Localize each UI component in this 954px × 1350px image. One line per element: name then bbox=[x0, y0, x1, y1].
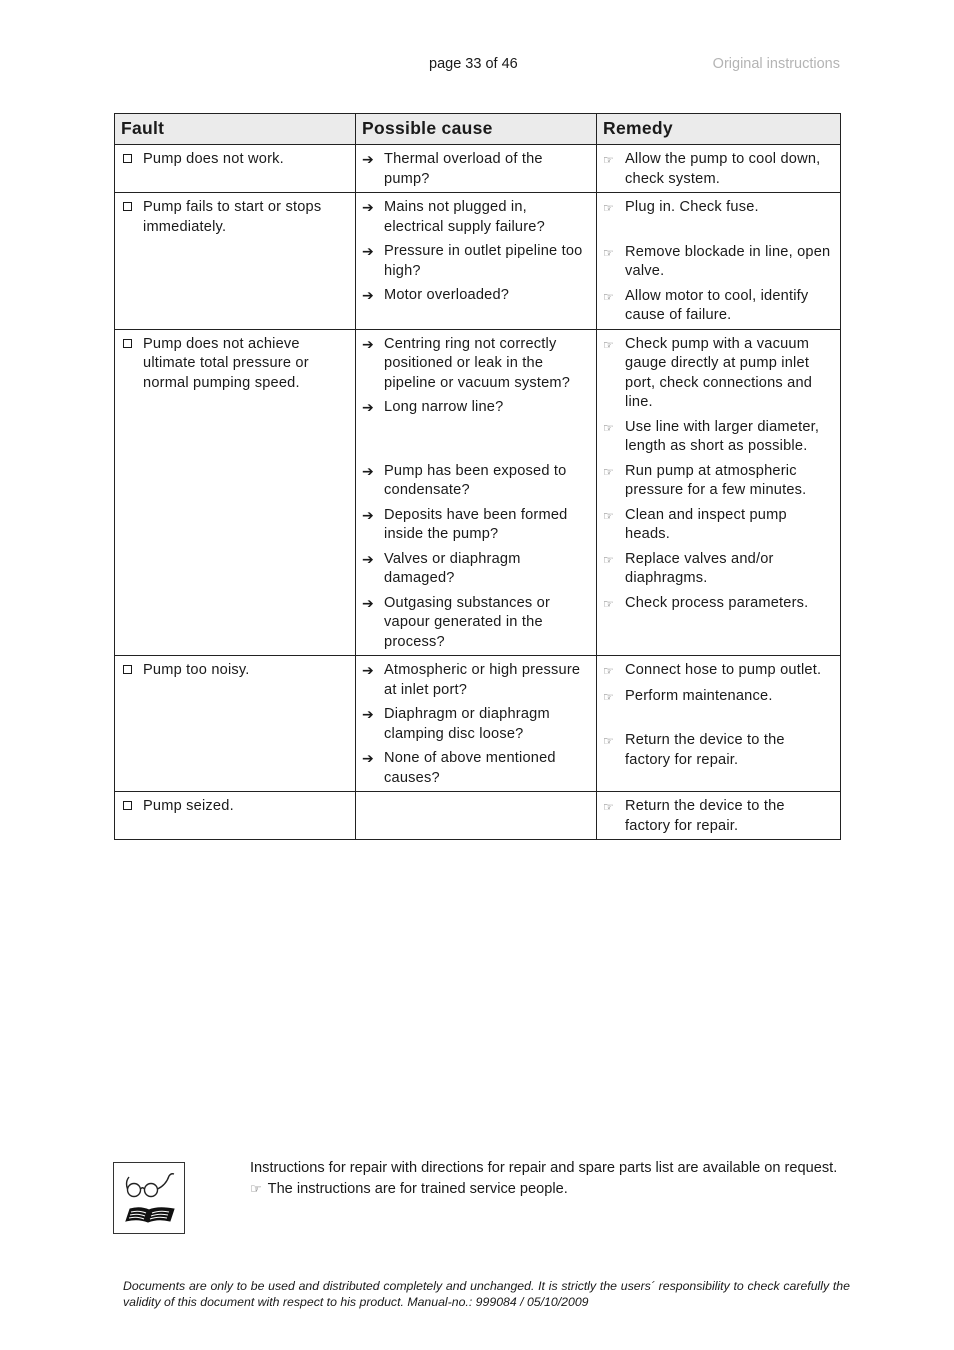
table-header-row bbox=[115, 114, 841, 145]
checkbox-icon bbox=[121, 797, 143, 817]
arrow-right-icon: ➔ bbox=[362, 462, 374, 479]
pointing-hand-icon: ☞ bbox=[603, 508, 614, 523]
pointing-hand-icon: ☞ bbox=[603, 245, 614, 260]
remedy-cell bbox=[597, 329, 841, 656]
cause-text: Motor overloaded? bbox=[384, 287, 510, 303]
remedy-text: Use line with larger diameter, length as short as possible. bbox=[625, 418, 820, 454]
remedy-cell bbox=[597, 145, 841, 193]
cause-text: Long narrow line? bbox=[384, 399, 504, 415]
pointing-hand-icon: ☞ bbox=[603, 153, 614, 167]
reading-glasses-book-icon bbox=[113, 1162, 185, 1234]
remedy-text: Clean and inspect pump heads. bbox=[625, 506, 787, 542]
arrow-right-icon: ➔ bbox=[362, 594, 374, 611]
pointing-hand-icon: ☞ bbox=[603, 664, 614, 678]
arrow-right-icon: ➔ bbox=[362, 287, 374, 303]
table-row bbox=[115, 329, 841, 656]
cause-text: Atmospheric or high pressure at inlet port? bbox=[384, 662, 581, 698]
checkbox-icon bbox=[121, 150, 143, 170]
fault-text: Pump too noisy. bbox=[143, 662, 250, 678]
pointing-hand-icon: ☞ bbox=[603, 596, 614, 611]
cause-cell bbox=[356, 329, 597, 656]
remedy-text: Remove blockade in line, open valve. bbox=[625, 243, 831, 279]
pointing-hand-icon: ☞ bbox=[603, 552, 614, 567]
column-header-fault: Fault bbox=[115, 114, 356, 145]
document-label: Original instructions bbox=[712, 56, 840, 72]
cause-cell bbox=[356, 792, 597, 840]
arrow-right-icon: ➔ bbox=[362, 706, 374, 722]
cause-text: Diaphragm or diaphragm clamping disc loose? bbox=[384, 706, 550, 742]
remedy-text: Return the device to the factory for repair. bbox=[625, 798, 785, 834]
remedy-text: Check pump with a vacuum gauge directly at pump inlet port, check connections and line. bbox=[625, 335, 813, 410]
arrow-right-icon: ➔ bbox=[362, 335, 374, 352]
fault-text: Pump fails to start or stops immediately. bbox=[143, 199, 322, 235]
arrow-right-icon: ➔ bbox=[362, 750, 374, 766]
arrow-right-icon: ➔ bbox=[362, 243, 374, 259]
arrow-right-icon: ➔ bbox=[362, 199, 374, 215]
repair-note-bullet bbox=[250, 1179, 850, 1200]
pointing-hand-icon: ☞ bbox=[603, 464, 614, 479]
cause-text: Pressure in outlet pipeline too high? bbox=[384, 243, 583, 279]
cause-cell bbox=[356, 656, 597, 792]
remedy-text: Plug in. Check fuse. bbox=[625, 199, 759, 215]
page-number: page 33 of 46 bbox=[429, 56, 518, 72]
remedy-text: Check process parameters. bbox=[625, 594, 809, 611]
cause-text: Valves or diaphragm damaged? bbox=[384, 550, 521, 586]
remedy-text: Replace valves and/or diaphragms. bbox=[625, 550, 774, 586]
column-header-remedy: Remedy bbox=[597, 114, 841, 145]
fault-cell bbox=[115, 145, 356, 193]
checkbox-icon bbox=[121, 198, 143, 237]
pointing-hand-icon: ☞ bbox=[603, 800, 614, 814]
cause-cell bbox=[356, 145, 597, 193]
footer-disclaimer: Documents are only to be used and distributed completely and unchanged. It is strictly the users´ responsibility to check carefully the validity of this document with respect to his product. Manual-no.: 999084 / 05/10/2009 bbox=[123, 1279, 850, 1309]
pointing-hand-icon: ☞ bbox=[603, 289, 614, 304]
remedy-cell bbox=[597, 193, 841, 330]
cause-text: None of above mentioned causes? bbox=[384, 750, 556, 786]
remedy-text: Allow the pump to cool down, check system. bbox=[625, 151, 821, 187]
repair-note-text: Instructions for repair with directions for repair and spare parts list are available on request. bbox=[250, 1160, 838, 1176]
pointing-hand-icon: ☞ bbox=[603, 734, 614, 748]
table-row bbox=[115, 193, 841, 330]
arrow-right-icon: ➔ bbox=[362, 151, 374, 167]
fault-cell bbox=[115, 656, 356, 792]
remedy-text: Connect hose to pump outlet. bbox=[625, 662, 822, 678]
remedy-cell bbox=[597, 792, 841, 840]
cause-text: Outgasing substances or vapour generated in the process? bbox=[384, 594, 551, 650]
pointing-hand-icon: ☞ bbox=[603, 420, 614, 435]
pointing-hand-icon: ☞ bbox=[603, 689, 614, 704]
remedy-text: Run pump at atmospheric pressure for a few minutes. bbox=[625, 462, 807, 498]
cause-cell bbox=[356, 193, 597, 330]
repair-note bbox=[250, 1159, 850, 1199]
arrow-right-icon: ➔ bbox=[362, 662, 374, 678]
fault-text: Pump does not achieve ultimate total pressure or normal pumping speed. bbox=[143, 335, 309, 391]
remedy-text: Allow motor to cool, identify cause of failure. bbox=[625, 287, 809, 323]
column-header-cause: Possible cause bbox=[356, 114, 597, 145]
fault-text: Pump does not work. bbox=[143, 151, 284, 167]
table-row bbox=[115, 145, 841, 193]
repair-note-bullet-text: The instructions are for trained service people. bbox=[267, 1180, 568, 1197]
pointing-hand-icon: ☞ bbox=[250, 1180, 262, 1196]
fault-cell bbox=[115, 329, 356, 656]
cause-text: Thermal overload of the pump? bbox=[384, 151, 543, 187]
fault-cell bbox=[115, 792, 356, 840]
arrow-right-icon: ➔ bbox=[362, 506, 374, 523]
page-header bbox=[0, 56, 954, 76]
checkbox-icon bbox=[121, 335, 143, 394]
troubleshooting-table bbox=[114, 113, 841, 840]
cause-text: Pump has been exposed to condensate? bbox=[384, 462, 567, 498]
arrow-right-icon: ➔ bbox=[362, 550, 374, 567]
remedy-cell bbox=[597, 656, 841, 792]
fault-text: Pump seized. bbox=[143, 798, 234, 814]
pointing-hand-icon: ☞ bbox=[603, 201, 614, 215]
cause-text: Deposits have been formed inside the pump? bbox=[384, 506, 568, 542]
table-row bbox=[115, 656, 841, 792]
fault-cell bbox=[115, 193, 356, 330]
cause-text: Mains not plugged in, electrical supply failure? bbox=[384, 199, 545, 235]
arrow-right-icon: ➔ bbox=[362, 399, 374, 415]
pointing-hand-icon: ☞ bbox=[603, 337, 614, 352]
cause-text: Centring ring not correctly positioned or leak in the pipeline or vacuum system? bbox=[384, 335, 571, 391]
remedy-text: Return the device to the factory for repair. bbox=[625, 732, 785, 768]
table-row bbox=[115, 792, 841, 840]
remedy-text: Perform maintenance. bbox=[625, 687, 773, 704]
checkbox-icon bbox=[121, 661, 143, 681]
